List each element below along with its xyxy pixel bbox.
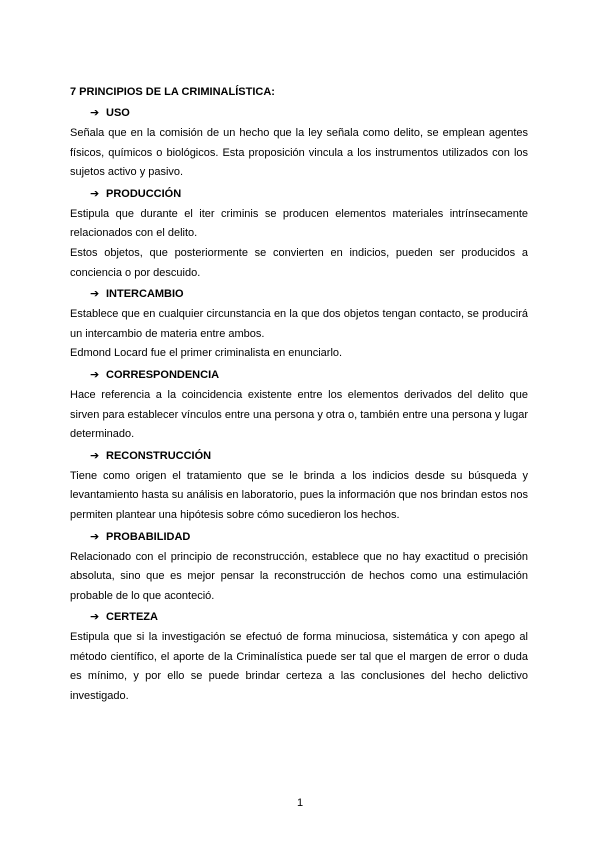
section-paragraph: Hace referencia a la coincidencia existente entre los elementos derivados del delito que sirven para establecer vínculos entre una persona y otra o, también entre una persona y lugar determinado.	[70, 388, 528, 441]
section-heading	[90, 529, 528, 545]
document-page	[70, 84, 528, 707]
section-heading-label: INTERCAMBIO	[106, 288, 184, 301]
document-title: 7 PRINCIPIOS DE LA CRIMINALÍSTICA:	[70, 86, 275, 98]
section-uso	[70, 105, 528, 183]
page-number: 1	[296, 797, 304, 809]
section-heading-label: PRODUCCIÓN	[106, 187, 182, 200]
section-paragraph: Estipula que durante el iter criminis se producen elementos materiales intrínsecamente relacionados con el delito.	[70, 207, 528, 240]
right-arrow-icon: ➔	[90, 288, 100, 301]
section-heading-label: RECONSTRUCCIÓN	[106, 449, 212, 462]
right-arrow-icon: ➔	[90, 107, 100, 119]
section-correspondencia	[70, 367, 528, 445]
section-heading	[90, 367, 528, 383]
section-paragraph: Estos objetos, que posteriormente se convierten en indicios, pueden ser producidos a conciencia o por descuido.	[70, 246, 528, 279]
section-probabilidad	[70, 529, 528, 607]
section-paragraph: Establece que en cualquier circunstancia en la que dos objetos tengan contacto, se producirá un intercambio de materia entre ambos.	[70, 308, 528, 340]
section-heading-label: USO	[106, 107, 130, 119]
right-arrow-icon: ➔	[90, 187, 100, 200]
section-heading	[90, 186, 528, 202]
section-paragraph: Tiene como origen el tratamiento que se le brinda a los indicios desde su búsqueda y levantamiento hasta su análisis en laboratorio, pues la información que nos brindan estos nos permiten plantear una hipótesis sobre cómo sucedieron los hechos.	[70, 469, 528, 521]
section-heading-label: CORRESPONDENCIA	[106, 368, 220, 381]
section-paragraph: Estipula que si la investigación se efectuó de forma minuciosa, sistemática y con apego al método científico, el aporte de la Criminalística puede ser tal que el margen de error o duda es mínimo, y por ello se puede brindar certeza a las conclusiones del hecho delictivo investigado.	[70, 631, 528, 703]
section-paragraph: Relacionado con el principio de reconstrucción, establece que no hay exactitud o precisión absoluta, sino que es mejor pensar la reconstrucción de hechos como una estimulación probable de lo que aconteció.	[70, 550, 528, 602]
section-paragraph: Señala que en la comisión de un hecho que la ley señala como delito, se emplean agentes físicos, químicos o biológicos. Esta proposición vincula a los instrumentos utilizados con los sujetos activo y pasivo.	[70, 127, 528, 179]
right-arrow-icon: ➔	[90, 611, 100, 624]
section-certeza	[70, 609, 528, 706]
section-intercambio	[70, 286, 528, 364]
section-heading	[90, 286, 528, 302]
section-heading-label: PROBABILIDAD	[106, 530, 191, 543]
section-heading-label: CERTEZA	[106, 611, 158, 624]
section-heading	[90, 105, 528, 121]
right-arrow-icon: ➔	[90, 449, 100, 462]
right-arrow-icon: ➔	[90, 368, 100, 381]
right-arrow-icon: ➔	[90, 530, 100, 543]
section-reconstruccion	[70, 448, 528, 526]
section-heading	[90, 609, 528, 625]
section-heading	[90, 448, 528, 464]
section-paragraph: Edmond Locard fue el primer criminalista en enunciarlo.	[70, 347, 343, 360]
section-produccion	[70, 186, 528, 283]
